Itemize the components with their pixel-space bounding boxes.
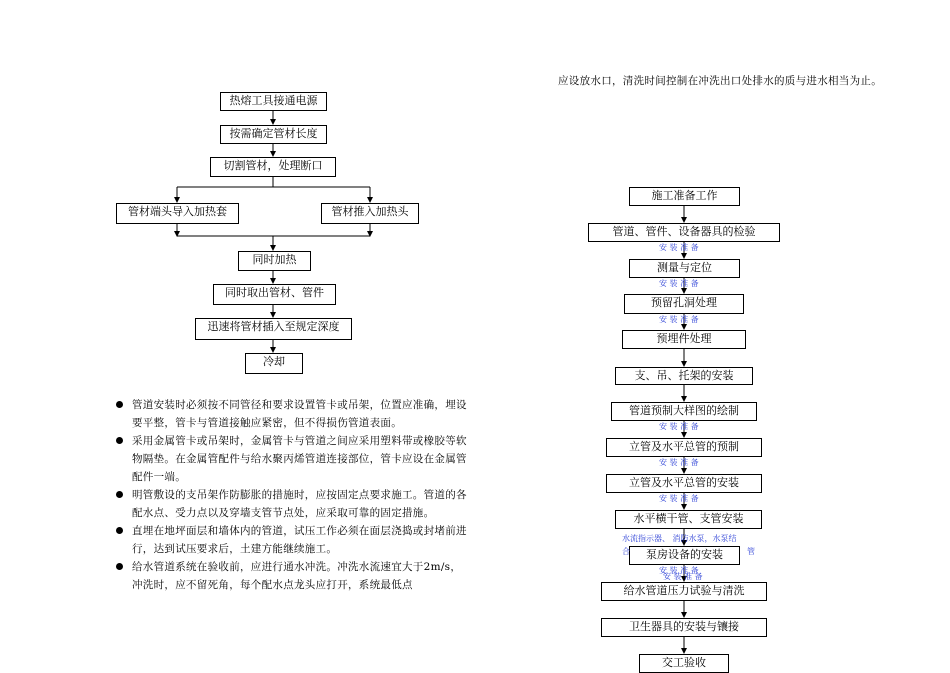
install-prep-note: 安 装 准 备 [659, 315, 699, 324]
install-prep-note: 安 装 准 备 [659, 566, 699, 575]
flow-step-supports: 支、吊、托架的安装 [615, 367, 753, 385]
continued-paragraph: 应设放水口，清洗时间控制在冲洗出口处排水的质与进水相当为止。 [558, 75, 882, 87]
flow-step-cool: 冷却 [245, 353, 303, 374]
equipment-note-left: 合 [622, 547, 630, 556]
flow-step-acceptance: 交工验收 [639, 654, 729, 673]
flow-step-riser-install: 立管及水平总管的安装 [606, 474, 762, 493]
flow-step-cut-pipe: 切割管材，处理断口 [210, 157, 336, 177]
flow-step-embedded: 预埋件处理 [622, 330, 746, 349]
flow-step-prefab: 立管及水平总管的预制 [606, 438, 762, 457]
equipment-note-right: 管 [747, 547, 755, 556]
list-item: 明管敷设的支吊架作防膨胀的措施时，应按固定点要求施工。管道的各配水点、受力点以及穿墙支管节点处，应采取可靠的固定措施。 [116, 486, 468, 522]
list-item: 直埋在地坪面层和墙体内的管道，试压工作必须在面层浇捣或封堵前进行，达到试压要求后，土建方能继续施工。 [116, 522, 468, 558]
list-item: 给水管道系统在验收前，应进行通水冲洗。冲洗水流速宜大于2m/s，冲洗时，应不留死角，每个配水点龙头应打开，系统最低点 [116, 558, 468, 594]
flow-step-pump-room: 泵房设备的安装 [629, 546, 740, 565]
flow-step-fixtures: 卫生器具的安装与镶接 [601, 618, 767, 637]
install-prep-note: 安 装 准 备 [659, 243, 699, 252]
flow-step-drawing: 管道预制大样图的绘制 [611, 402, 757, 421]
flow-step-pipe-into-head: 管材推入加热头 [321, 203, 419, 224]
flow-step-inspection: 管道、管件、设备器具的检验 [588, 223, 780, 242]
flow-step-prep: 施工准备工作 [629, 187, 740, 206]
flow-step-survey: 测量与定位 [629, 259, 740, 278]
list-item: 采用金属管卡或吊架时，金属管卡与管道之间应采用塑料带或橡胶等软物隔垫。在金属管配件与给水聚丙烯管道连接部位，管卡应设在金属管配件一端。 [116, 432, 468, 486]
flow-step-remove: 同时取出管材、管件 [213, 284, 336, 305]
flow-step-pressure-test: 给水管道压力试验与清洗 [601, 582, 767, 601]
construction-notes-list [116, 396, 468, 594]
list-item: 管道安装时必须按不同管径和要求设置管卡或吊架，位置应准确，埋设要平整，管卡与管道接触应紧密，但不得损伤管道表面。 [116, 396, 468, 432]
flow-step-heat: 同时加热 [238, 251, 311, 271]
flow-step-holes: 预留孔洞处理 [624, 294, 744, 314]
install-prep-note: 安 装 准 备 [659, 458, 699, 467]
install-prep-note: 安 装 准 备 [659, 494, 699, 503]
install-prep-note: 安 装 准 备 [659, 422, 699, 431]
flow-step-measure-length: 按需确定管材长度 [220, 125, 327, 144]
flow-step-pipe-into-sleeve: 管材端头导入加热套 [116, 203, 239, 224]
flow-step-insert: 迅速将管材插入至规定深度 [195, 318, 352, 340]
flow-step-power-on: 热熔工具接通电源 [220, 92, 327, 111]
install-prep-note: 安 装 准 备 [659, 279, 699, 288]
equipment-note: 水流指示器、 消防水泵，水泵结 [622, 534, 737, 543]
flow-step-branch-install: 水平横干管、支管安装 [615, 510, 762, 529]
install-prep-note: 安 装 准 备 [663, 572, 703, 581]
